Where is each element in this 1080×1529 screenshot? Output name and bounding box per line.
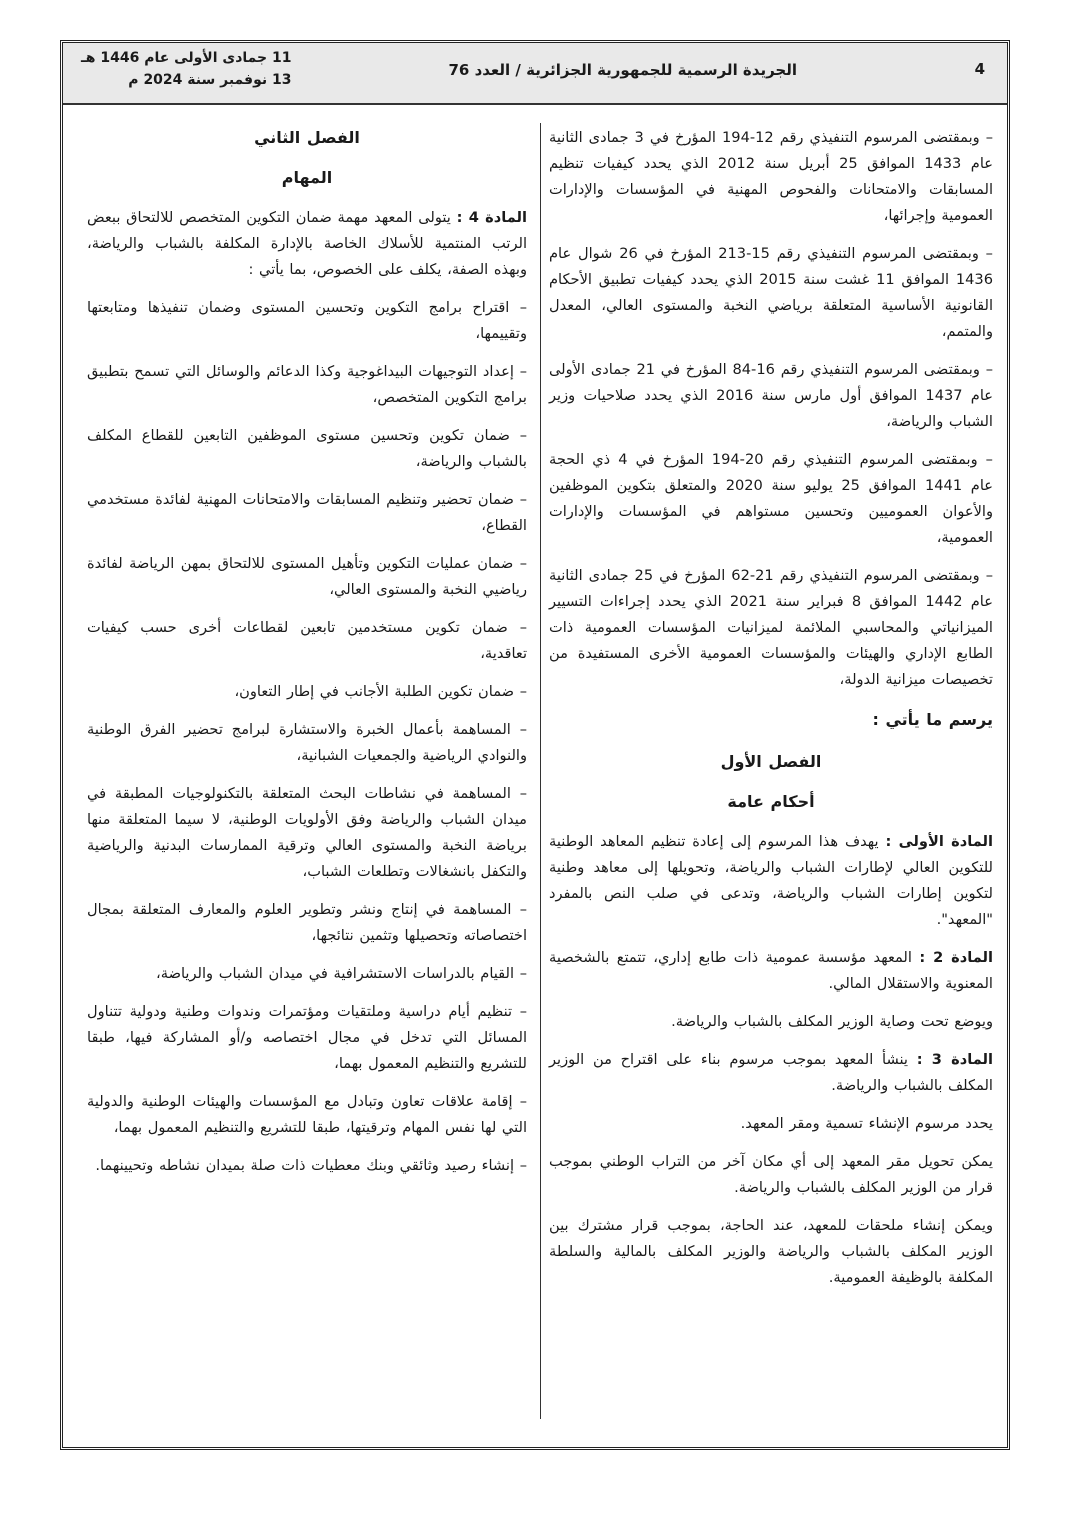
chapter-one-title: الفصل الأول xyxy=(720,752,822,771)
task-item: – اقتراح برامج التكوين وتحسين المستوى وضمان تنفيذها ومتابعتها وتقييمها، xyxy=(87,299,527,342)
gazette-header xyxy=(63,43,1007,105)
date-gregorian: 13 نوفمبر سنة 2024 م xyxy=(128,72,292,88)
gazette-title: الجريدة الرسمية للجمهورية الجزائرية / العدد 76 xyxy=(448,61,797,79)
article-1 xyxy=(549,829,993,933)
preamble-item: – وبمقتضى المرسوم التنفيذي رقم 15-213 المؤرخ في 26 شوال عام 1436 الموافق 11 غشت سنة 2015 الذي يحدد كيفيات تطبيق الأحكام القانونية الأساسية المتعلقة برياضي النخبة والمستوى العالي، المعدل والمتمم، xyxy=(549,245,993,340)
task-item: – إنشاء رصيد وثائقي وبنك معطيات ذات صلة بميدان نشاطه وتحيينهما. xyxy=(95,1157,527,1174)
task-item: – ضمان تحضير وتنظيم المسابقات والامتحانات المهنية لفائدة مستخدمي القطاع، xyxy=(87,491,527,534)
article-4-text: يتولى المعهد مهمة ضمان التكوين المتخصص للالتحاق ببعض الرتب المنتمية للأسلاك الخاصة بالإدارة المكلفة بالشباب والرياضة، وبهذه الصفة، يكلف على الخصوص، بما يأتي : xyxy=(87,209,527,278)
article-3-paragraph: ويمكن إنشاء ملحقات للمعهد، عند الحاجة، بموجب قرار مشترك بين الوزير المكلف بالشباب والرياضة والوزير المكلف بالمالية والسلطة المكلفة بالوظيفة العمومية. xyxy=(549,1217,993,1286)
article-1-text: يهدف هذا المرسوم إلى إعادة تنظيم المعاهد الوطنية للتكوين العالي لإطارات الشباب والرياضة، وتحويلها إلى معاهد وطنية لتكوين إطارات الشباب والرياضة، وتدعى في صلب النص بالمفرد "المعهد". xyxy=(549,833,993,928)
article-4-label: المادة 4 : xyxy=(456,209,527,226)
chapter-two-title: الفصل الثاني xyxy=(254,128,360,147)
chapter-one-subtitle: أحكام عامة xyxy=(727,792,815,811)
article-3 xyxy=(549,1047,993,1099)
issue-date xyxy=(81,47,292,91)
page-number: 4 xyxy=(974,60,985,78)
article-3-paragraph: يحدد مرسوم الإنشاء تسمية ومقر المعهد. xyxy=(740,1115,993,1132)
article-3-paragraph: يمكن تحويل مقر المعهد إلى أي مكان آخر من التراب الوطني بموجب قرار من الوزير المكلف بالشباب والرياضة. xyxy=(549,1153,993,1196)
article-3-label: المادة 3 : xyxy=(916,1051,994,1068)
task-item: – تنظيم أيام دراسية وملتقيات ومؤتمرات وندوات وطنية ودولية تتناول المسائل التي تدخل في مجال اختصاصه و/أو المشاركة فيها، طبقا للتشريع والتنظيم المعمول بهما، xyxy=(87,1003,527,1072)
article-2 xyxy=(549,945,993,997)
task-item: – ضمان تكوين الطلبة الأجانب في إطار التعاون، xyxy=(234,683,527,700)
page-frame xyxy=(60,40,1010,1450)
article-1-label: المادة الأولى : xyxy=(885,833,993,850)
task-item: – المساهمة في إنتاج ونشر وتطوير العلوم والمعارف المتعلقة بمجال اختصاصاته وتحصيلها وتثمين نتائجها، xyxy=(87,901,527,944)
article-2-paragraph: ويوضع تحت وصاية الوزير المكلف بالشباب والرياضة. xyxy=(671,1013,993,1030)
right-column xyxy=(549,125,993,1303)
left-column xyxy=(87,125,527,1191)
column-divider xyxy=(540,123,541,1419)
chapter-two-subtitle: المهام xyxy=(281,168,333,187)
task-item: – المساهمة في نشاطات البحث المتعلقة بالتكنولوجيات المطبقة في ميدان الشباب والرياضة وفق الأولويات الوطنية، لا سيما المتعلقة منها برياضة النخبة والمستوى العالي وترقية الممارسات البدنية والرياضية والتكفل بانشغالات وتطلعات الشباب، xyxy=(87,785,527,880)
task-item: – إعداد التوجيهات البيداغوجية وكذا الدعائم والوسائل التي تسمح بتطبيق برامج التكوين المتخصص، xyxy=(87,363,527,406)
article-2-text: المعهد مؤسسة عمومية ذات طابع إداري، تتمتع بالشخصية المعنوية والاستقلال المالي. xyxy=(549,949,993,992)
task-item: – ضمان تكوين مستخدمين تابعين لقطاعات أخرى حسب كيفيات تعاقدية، xyxy=(87,619,527,662)
article-3-text: ينشأ المعهد بموجب مرسوم بناء على اقتراح من الوزير المكلف بالشباب والرياضة. xyxy=(549,1051,993,1094)
preamble-item: – وبمقتضى المرسوم التنفيذي رقم 21-62 المؤرخ في 25 جمادى الثانية عام 1442 الموافق 8 فبراير سنة 2021 الذي يحدد إجراءات التسيير الميزانياتي والمحاسبي الملائمة لميزانيات المؤسسات العمومية ذات الطابع الإداري والهيئات والمؤسسات العمومية الأخرى المستفيدة من تخصيصات ميزانية الدولة، xyxy=(549,567,993,688)
task-item: – إقامة علاقات تعاون وتبادل مع المؤسسات والهيئات الوطنية والدولية التي لها نفس المهام وترقيتها، طبقا للتشريع والتنظيم المعمول بهما، xyxy=(87,1093,527,1136)
preamble-item: – وبمقتضى المرسوم التنفيذي رقم 16-84 المؤرخ في 21 جمادى الأولى عام 1437 الموافق أول مارس سنة 2016 الذي يحدد صلاحيات وزير الشباب والرياضة، xyxy=(549,361,993,430)
task-item: – ضمان تكوين وتحسين مستوى الموظفين التابعين للقطاع المكلف بالشباب والرياضة، xyxy=(87,427,527,470)
task-item: – المساهمة بأعمال الخبرة والاستشارة لبرامج تحضير الفرق الوطنية والنوادي الرياضية والجمعيات الشبانية، xyxy=(87,721,527,764)
article-2-label: المادة 2 : xyxy=(919,949,993,966)
preamble-item: – وبمقتضى المرسوم التنفيذي رقم 12-194 المؤرخ في 3 جمادى الثانية عام 1433 الموافق 25 أبريل سنة 2012 الذي يحدد كيفيات تنظيم المسابقات والامتحانات والفحوص المهنية في المؤسسات والإدارات العمومية وإجرائها، xyxy=(549,129,993,224)
date-hijri: 11 جمادى الأولى عام 1446 هـ xyxy=(81,50,292,66)
decree-phrase: يرسم ما يأتي : xyxy=(872,710,993,729)
task-item: – القيام بالدراسات الاستشرافية في ميدان الشباب والرياضة، xyxy=(156,965,527,982)
preamble-item: – وبمقتضى المرسوم التنفيذي رقم 20-194 المؤرخ في 4 ذي الحجة عام 1441 الموافق 25 يوليو سنة 2020 والمتعلق بتكوين الموظفين والأعوان العموميين وتحسين مستواهم في المؤسسات والإدارات العمومية، xyxy=(549,451,993,546)
article-4 xyxy=(87,205,527,283)
task-item: – ضمان عمليات التكوين وتأهيل المستوى للالتحاق بمهن الرياضة لفائدة رياضيي النخبة والمستوى العالي، xyxy=(87,555,527,598)
